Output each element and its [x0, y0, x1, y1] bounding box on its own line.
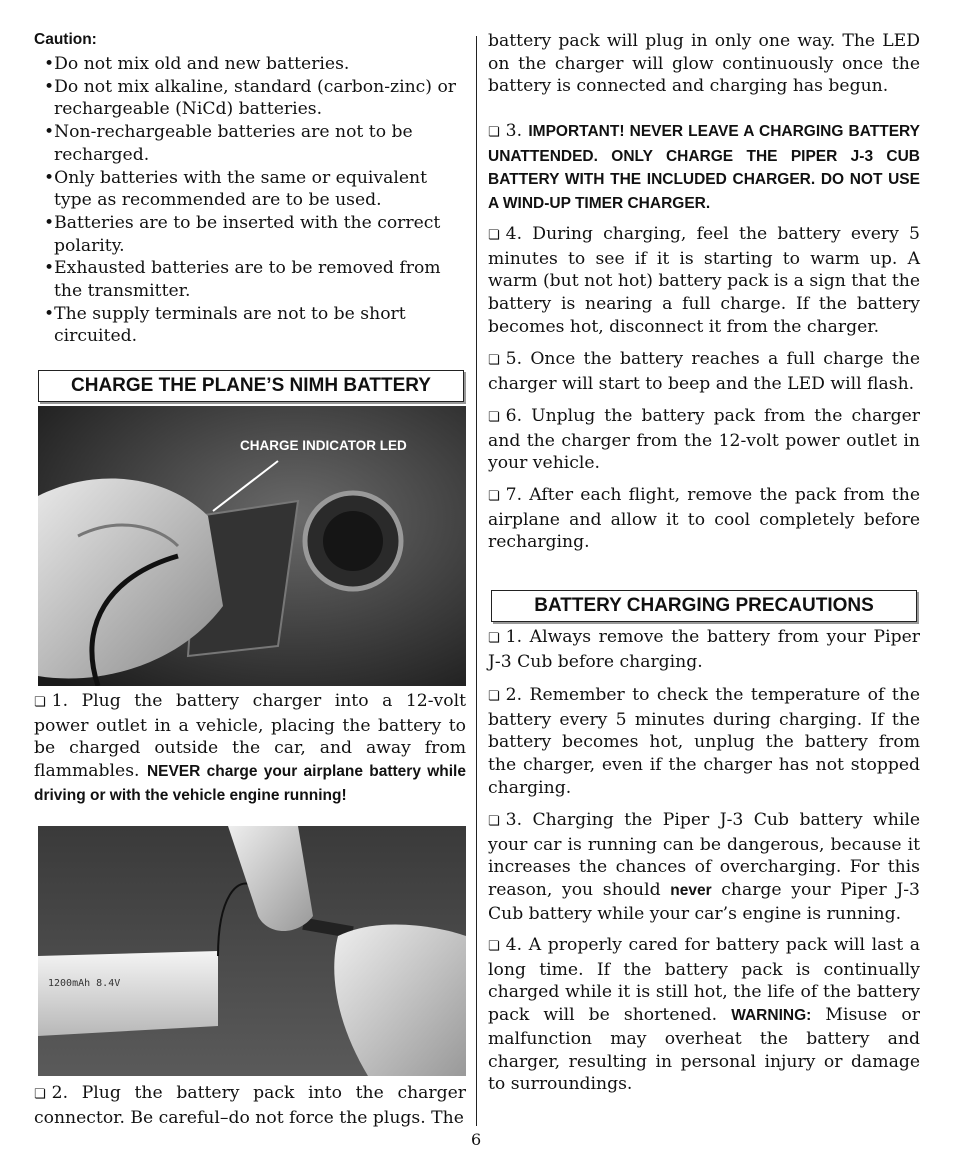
checkbox-icon[interactable]: ❏ [34, 1087, 46, 1102]
charge-indicator-label: CHARGE INDICATOR LED [240, 438, 407, 453]
caution-item: • The supply terminals are not to be short circuited. [34, 303, 466, 348]
battery-plug-photo [38, 826, 466, 1076]
checkbox-icon[interactable]: ❏ [488, 814, 500, 829]
step-2: ❏ 2. Plug the battery pack into the charger connector. Be careful–do not force the plugs. The [34, 1083, 466, 1128]
caution-item: • Exhausted batteries are to be removed from the transmitter. [34, 257, 466, 302]
checkbox-icon[interactable]: ❏ [34, 695, 46, 710]
checkbox-icon[interactable]: ❏ [488, 410, 500, 425]
column-divider [476, 36, 477, 1126]
step-2-continued: battery pack will plug in only one way. The LED on the charger will glow continuously once the battery is connected and charging has begun. [488, 31, 920, 97]
step-4: ❏ 4. During charging, feel the battery every 5 minutes to see if it is starting to warm up. A warm (but not hot) battery pack is a sign that the battery is nearing a full charge. If the battery becomes hot, disconnect it from the charger. [488, 224, 920, 337]
precaution-2: ❏ 2. Remember to check the temperature of the battery every 5 minutes during charging. If the battery becomes hot, unplug the battery from the charger, even if the charger has not stopped charging. [488, 685, 920, 798]
battery-label: 1200mAh 8.4V [48, 978, 121, 989]
caution-title: Caution: [34, 31, 97, 48]
caution-list [34, 53, 466, 348]
section-heading-precautions: BATTERY CHARGING PRECAUTIONS [491, 590, 917, 622]
checkbox-icon[interactable]: ❏ [488, 939, 500, 954]
section-heading-charge: CHARGE THE PLANE’S NIMH BATTERY [38, 370, 464, 402]
precaution-1: ❏ 1. Always remove the battery from your Piper J-3 Cub before charging. [488, 627, 920, 672]
checkbox-icon[interactable]: ❏ [488, 353, 500, 368]
charger-photo [38, 406, 466, 686]
checkbox-icon[interactable]: ❏ [488, 125, 500, 140]
step-6: ❏ 6. Unplug the battery pack from the charger and the charger from the 12-volt power outlet in your vehicle. [488, 406, 920, 474]
caution-item: • Do not mix old and new batteries. [34, 53, 466, 76]
step-5: ❏ 5. Once the battery reaches a full charge the charger will start to beep and the LED will flash. [488, 349, 920, 394]
step-7: ❏ 7. After each flight, remove the pack from the airplane and allow it to cool completely before recharging. [488, 485, 920, 553]
precaution-4: ❏ 4. A properly cared for battery pack will last a long time. If the battery pack is continually charged while it is still hot, the life of the battery pack will be shortened. WARNING: Misuse or malfunction may overheat the battery and charger, resulting in personal injury or damage to surroundings. [488, 935, 920, 1095]
caution-item: • Do not mix alkaline, standard (carbon-zinc) or rechargeable (NiCd) batteries. [34, 76, 466, 121]
checkbox-icon[interactable]: ❏ [488, 631, 500, 646]
precaution-3: ❏ 3. Charging the Piper J-3 Cub battery while your car is running can be dangerous, because it increases the chances of overcharging. For this reason, you should never charge your Piper J-3 Cub battery while your car’s engine is running. [488, 810, 920, 924]
caution-item: • Only batteries with the same or equivalent type as recommended are to be used. [34, 167, 466, 212]
caution-item: • Non-rechargeable batteries are not to be recharged. [34, 121, 466, 166]
battery-plug-photo-image [38, 826, 466, 1076]
checkbox-icon[interactable]: ❏ [488, 228, 500, 243]
step-1: ❏ 1. Plug the battery charger into a 12-volt power outlet in a vehicle, placing the battery to be charged outside the car, and away from flammables. NEVER charge your airplane battery while driving or with the vehicle engine running! [34, 691, 466, 804]
checkbox-icon[interactable]: ❏ [488, 689, 500, 704]
checkbox-icon[interactable]: ❏ [488, 489, 500, 504]
caution-item: • Batteries are to be inserted with the correct polarity. [34, 212, 466, 257]
page-number: 6 [471, 1130, 482, 1149]
step-3: ❏ 3. IMPORTANT! NEVER LEAVE A CHARGING BATTERY UNATTENDED. ONLY CHARGE THE PIPER J-3 CUB BATTERY WITH THE INCLUDED CHARGER. DO NOT USE A WIND-UP TIMER CHARGER. [488, 121, 920, 213]
